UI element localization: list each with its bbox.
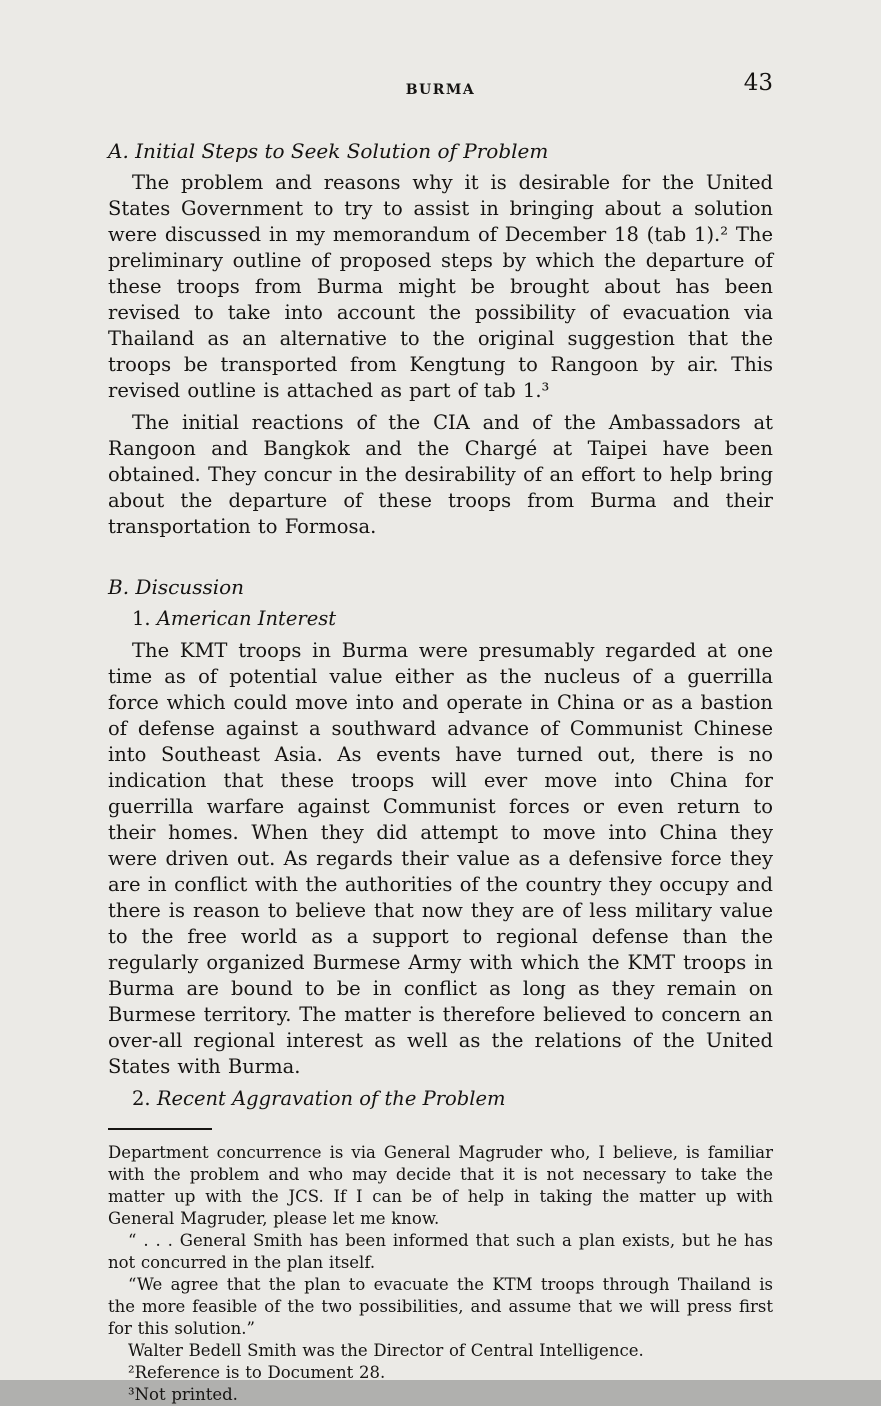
- footnote-separator-rule: [108, 1128, 212, 1130]
- sub-heading-2-number: 2.: [132, 1087, 151, 1110]
- footnote-paragraph-2: “ . . . General Smith has been informed that such a plan exists, but he has not concurred in the plan itself.: [108, 1231, 773, 1272]
- sub-heading-2: [108, 1086, 773, 1112]
- footnote-paragraph-5: ²Reference is to Document 28.: [128, 1363, 386, 1382]
- footnote-paragraph-1: Department concurrence is via General Magruder who, I believe, is familiar with the problem and who may decide that it is not necessary to take the matter up with the JCS. If I can be of help in taking the matter up with General Magruder, please let me know.: [108, 1143, 773, 1228]
- footnote-paragraph-4: Walter Bedell Smith was the Director of Central Intelligence.: [128, 1341, 644, 1360]
- body-paragraph-1: The problem and reasons why it is desirable for the United States Government to try to assist in bringing about a solution were discussed in my memorandum of December 18 (tab 1).² The preliminary outline of proposed steps by which the departure of these troops from Burma might be brought about has been revised to take into account the possibility of evacuation via Thailand as an alternative to the original suggestion that the troops be transported from Kengtung to Rangoon by air. This revised outline is attached as part of tab 1.³: [108, 171, 773, 402]
- running-title: BURMA: [405, 82, 476, 98]
- footnote-paragraph-3: “We agree that the plan to evacuate the KTM troops through Thailand is the more feasible of the two possibilities, and assume that we will press first for this solution.”: [108, 1275, 773, 1338]
- sub-heading-2-title: Recent Aggravation of the Problem: [156, 1087, 506, 1110]
- section-heading-a: A. Initial Steps to Seek Solution of Problem: [108, 139, 549, 163]
- sub-heading-1: [108, 606, 773, 632]
- page-header: [108, 0, 773, 104]
- section-heading-b: B. Discussion: [108, 575, 245, 599]
- sub-heading-1-title: American Interest: [156, 607, 337, 630]
- body-paragraph-2: The initial reactions of the CIA and of the Ambassadors at Rangoon and Bangkok and the Chargé at Taipei have been obtained. They concur in the desirability of an effort to help bring about the departure of these troops from Burma and their transportation to Formosa.: [108, 411, 773, 538]
- sub-heading-1-number: 1.: [132, 607, 151, 630]
- page-number: 43: [743, 70, 773, 96]
- footnotes-section: [108, 1128, 773, 1406]
- body-paragraph-3: The KMT troops in Burma were presumably regarded at one time as of potential value either as the nucleus of a guerrilla force which could move into and operate in China or as a bastion of defense against a southward advance of Communist Chinese into Southeast Asia. As events have turned out, there is no indication that these troops will ever move into China for guerrilla warfare against Communist forces or even return to their homes. When they did attempt to move into China they were driven out. As regards their value as a defensive force they are in conflict with the authorities of the country they occupy and there is reason to believe that now they are of less military value to the free world as a support to regional defense than the regularly organized Burmese Army with which the KMT troops in Burma are bound to be in conflict as long as they remain on Burmese territory. The matter is therefore believed to concern an over-all regional interest as well as the relations of the United States with Burma.: [108, 639, 773, 1078]
- footnote-paragraph-6: ³Not printed.: [128, 1385, 238, 1404]
- document-body: [108, 138, 773, 1112]
